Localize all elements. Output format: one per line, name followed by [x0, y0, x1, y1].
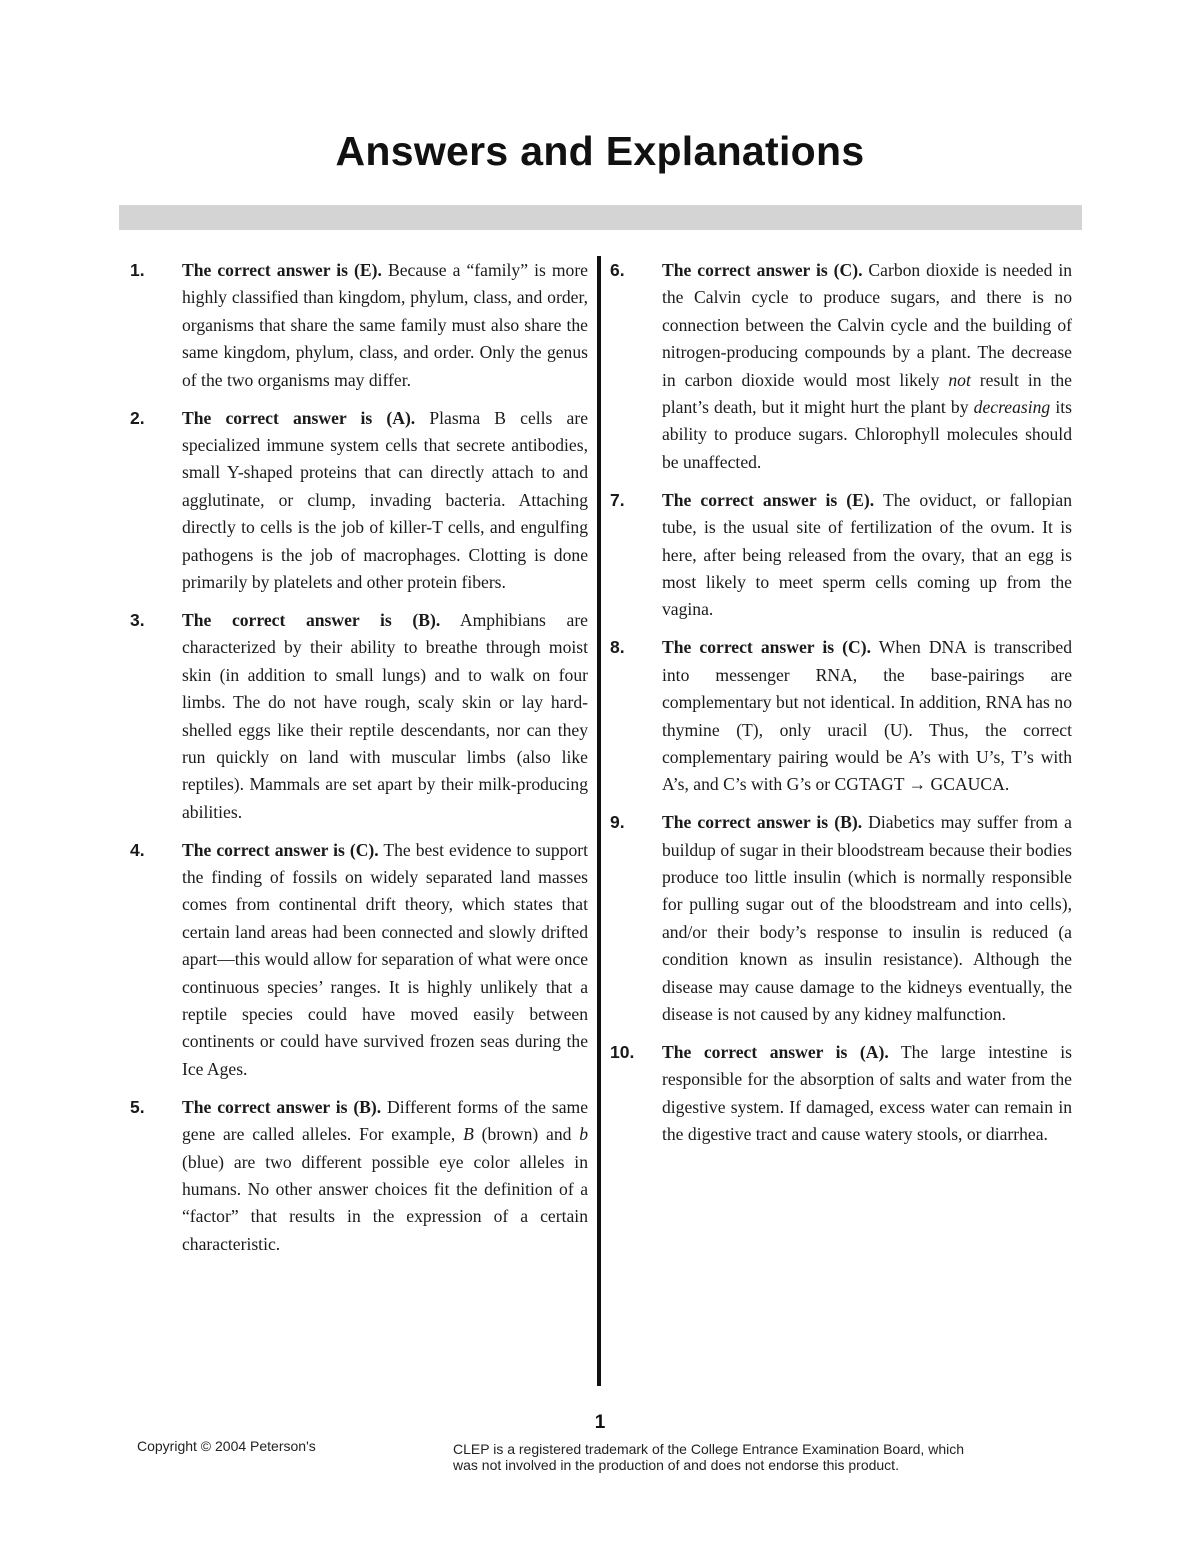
answer-body: Amphibians are characterized by their ability to breathe through moist skin (in addition to small lungs) and to walk on four limbs. The do not have rough, scaly skin or lay hard-shelled eggs like their reptile descendants, nor can they run quickly on land with muscular limbs (also like reptiles). Mammals are set apart by their milk-producing abilities. — [182, 609, 588, 822]
answer-item-9 — [610, 809, 1072, 1028]
answer-italic: decreasing — [973, 397, 1051, 418]
answer-body: When DNA is transcribed into messenger RNA, the base-pairings are complementary but not identical. In addition, RNA has no thymine (T), only uracil (U). Thus, the correct complementary pairing would be A’s with U’s, T’s with A’s, and C’s with G’s or CGTAGT → GCAUCA. — [662, 637, 1072, 795]
answer-italic: B — [463, 1124, 474, 1145]
answer-item-2 — [130, 405, 588, 597]
answer-body: Carbon dioxide is needed in the Calvin cycle to produce sugars, and there is no connection between the Calvin cycle and the building of nitrogen-producing compounds by a plant. The decrease in carbon dioxide would most likely — [662, 260, 1073, 390]
title-divider-bar — [119, 205, 1082, 230]
answer-item-5 — [130, 1094, 588, 1258]
answer-body: its ability to produce sugars. Chlorophyll molecules should be unaffected. — [662, 397, 1072, 472]
answer-item-1 — [130, 257, 588, 394]
answer-body: Diabetics may suffer from a buildup of sugar in their bloodstream because their bodies produce too little insulin (which is normally responsible for pulling sugar out of the bloodstream and into cells), and/or their body’s response to insulin is reduced (a condition known as insulin resistance). Although the disease may cause damage to the kidneys eventually, the disease is not caused by any kidney malfunction. — [662, 812, 1072, 1025]
left-column — [130, 257, 588, 1269]
answer-body: (blue) are two different possible eye color alleles in humans. No other answer choices fit the definition of a “factor” that results in the expression of a certain characteristic. — [182, 1151, 588, 1254]
answer-body: Different forms of the same gene are called alleles. For example, — [182, 1096, 588, 1145]
answer-lead: The correct answer is (E). — [662, 489, 875, 510]
answer-lead: The correct answer is (C). — [182, 839, 379, 860]
answer-item-8 — [610, 634, 1072, 798]
answer-item-3 — [130, 607, 588, 826]
answer-body: (brown) and — [473, 1124, 580, 1145]
answer-number: 1. — [130, 260, 145, 280]
answer-number: 9. — [610, 812, 625, 833]
trademark-line: CLEP is a registered trademark of the College Entrance Examination Board, which — [453, 1441, 965, 1457]
answer-item-6 — [610, 257, 1072, 476]
answer-item-10 — [610, 1039, 1072, 1149]
answer-italic: not — [948, 369, 971, 390]
answer-text — [182, 1094, 588, 1258]
answer-lead: The correct answer is (E). — [182, 260, 382, 280]
answer-text — [662, 634, 1072, 798]
answer-lead: The correct answer is (A). — [662, 1041, 889, 1062]
answer-lead: The correct answer is (B). — [662, 812, 863, 833]
answer-number: 7. — [610, 489, 625, 510]
trademark-line: was not involved in the production of and does not endorse this product. — [453, 1457, 899, 1473]
answer-number: 2. — [130, 407, 145, 428]
answer-body: The oviduct, or fallopian tube, is the usual site of fertilization of the ovum. It is here, after being released from the ovary, that an egg is most likely to meet sperm cells coming up from the vagina. — [662, 489, 1072, 620]
answer-number: 4. — [130, 839, 145, 860]
column-divider — [597, 256, 601, 1386]
answer-text — [662, 809, 1072, 1028]
answer-lead: The correct answer is (B). — [182, 1096, 382, 1117]
copyright-notice: Copyright © 2004 Peterson's — [137, 1438, 316, 1454]
answer-body: result in the plant’s death, but it might hurt the plant by — [662, 369, 1072, 418]
answer-lead: The correct answer is (C). — [662, 260, 863, 280]
answer-lead: The correct answer is (A). — [182, 407, 416, 428]
trademark-notice — [453, 1441, 1083, 1473]
answer-text — [182, 257, 588, 394]
answer-body: The large intestine is responsible for the absorption of salts and water from the digestive system. If damaged, excess water can remain in the digestive tract and cause watery stools, or diarrhea. — [662, 1041, 1072, 1145]
right-column — [610, 257, 1072, 1159]
answer-body: The best evidence to support the finding of fossils on widely separated land masses comes from continental drift theory, which states that certain land areas had been connected and slowly drifted apart—this would allow for separation of what were once continuous species’ ranges. It is highly unlikely that a reptile species could have moved easily between continents or could have survived frozen seas during the Ice Ages. — [182, 839, 588, 1079]
answer-text — [662, 487, 1072, 624]
answer-lead: The correct answer is (C). — [662, 637, 871, 658]
answer-text — [182, 405, 588, 597]
answer-text — [662, 257, 1072, 476]
answer-number: 8. — [610, 637, 625, 658]
answer-text — [182, 607, 588, 826]
answer-text — [182, 837, 588, 1084]
answer-item-7 — [610, 487, 1072, 624]
answer-text — [662, 1039, 1072, 1149]
answer-body: Plasma B cells are specialized immune system cells that secrete antibodies, small Y-shaped proteins that can directly attach to and agglutinate, or clump, invading bacteria. Attaching directly to cells is the job of killer-T cells, and engulfing pathogens is the job of macrophages. Clotting is done primarily by platelets and other protein fibers. — [182, 407, 589, 592]
answer-number: 5. — [130, 1096, 145, 1117]
answer-number: 10. — [610, 1041, 635, 1062]
answer-item-4 — [130, 837, 588, 1084]
answer-number: 3. — [130, 609, 145, 630]
answer-number: 6. — [610, 260, 625, 280]
answer-body: Because a “family” is more highly classified than kingdom, phylum, class, and order, organisms that share the same family must also share the same kingdom, phylum, class, and order. Only the genus of the two organisms may differ. — [182, 260, 588, 390]
answer-italic: b — [579, 1124, 588, 1145]
answer-lead: The correct answer is (B). — [182, 609, 441, 630]
page-title: Answers and Explanations — [335, 128, 865, 174]
page-number: 1 — [594, 1412, 606, 1433]
